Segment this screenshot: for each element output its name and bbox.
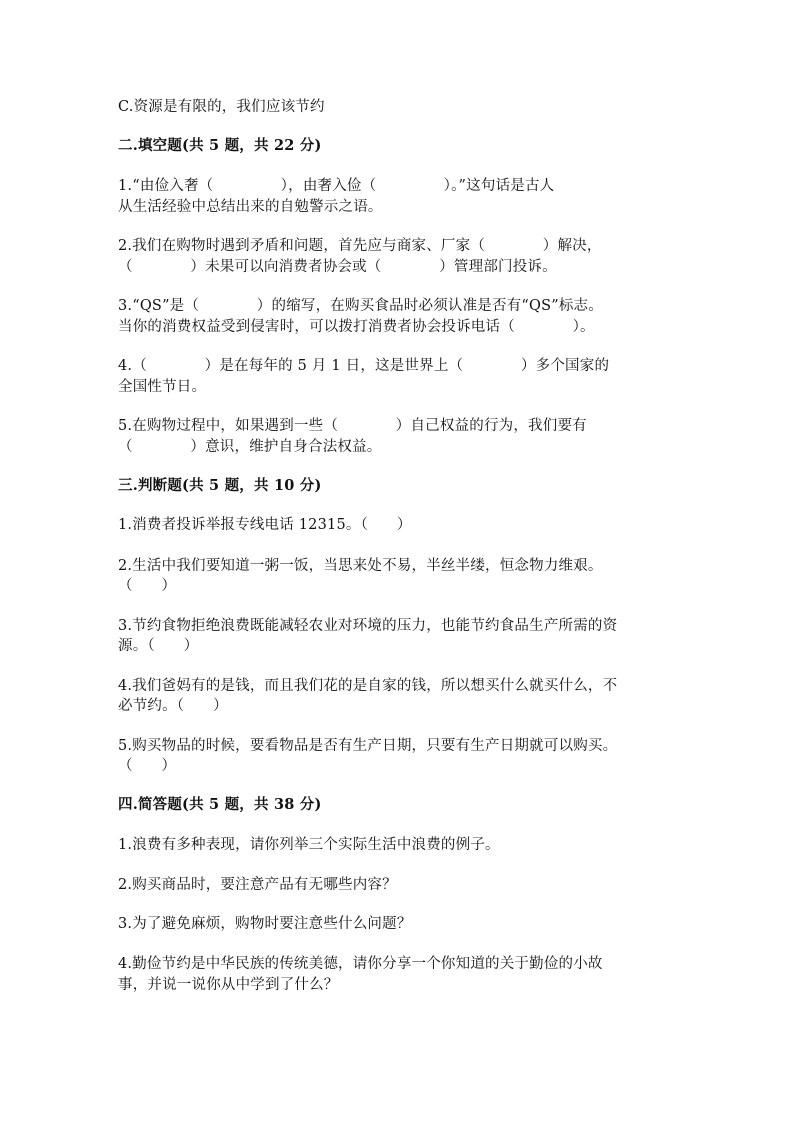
short-q2: 2.购买商品时，要注意产品有无哪些内容？ <box>118 877 397 893</box>
judge-q2-line1: 2.生活中我们要知道一粥一饭，当思来处不易，半丝半缕，恒念物力维艰。 <box>118 558 603 574</box>
section-fill-in-heading: 二.填空题(共 5 题，共 22 分) <box>118 137 322 154</box>
fill-q1-line1: 1.“由俭入奢（ ），由奢入俭（ ）。”这句话是古人 <box>118 178 555 194</box>
fill-q4-line1: 4.（ ）是在每年的 5 月 1 日，这是世界上（ ）多个国家的 <box>118 358 610 374</box>
fill-q2-line2: （ ）未果可以向消费者协会或（ ）管理部门投诉。 <box>118 259 557 275</box>
judge-q2-line2: （ ） <box>118 578 177 594</box>
fill-q4-line2: 全国性节日。 <box>118 379 207 395</box>
fill-q5-line1: 5.在购物过程中，如果遇到一些（ ）自己权益的行为，我们要有 <box>118 418 587 434</box>
short-q3: 3.为了避免麻烦，购物时要注意些什么问题？ <box>118 916 412 932</box>
judge-q4-line1: 4.我们爸妈有的是钱，而且我们花的是自家的钱，所以想买什么就买什么，不 <box>118 678 618 694</box>
judge-q4-line2: 必节约。（ ） <box>118 698 228 714</box>
judge-q3-line2: 源。（ ） <box>118 638 199 654</box>
fill-q3-line1: 3.“QS”是（ ）的缩写，在购买食品时必须认准是否有“QS”标志。 <box>118 298 603 314</box>
fill-q1-line2: 从生活经验中总结出来的自勉警示之语。 <box>118 199 383 215</box>
fill-q5-line2: （ ）意识，维护自身合法权益。 <box>118 439 382 455</box>
judge-q5-line1: 5.购买物品的时候，要看物品是否有生产日期，只要有生产日期就可以购买。 <box>118 738 618 754</box>
fill-q2-line1: 2.我们在购物时遇到矛盾和问题，首先应与商家、厂家（ ）解决， <box>118 238 602 254</box>
option-c: C.资源是有限的，我们应该节约 <box>118 99 325 115</box>
short-q4-line1: 4.勤俭节约是中华民族的传统美德，请你分享一个你知道的关于勤俭的小故 <box>118 956 603 972</box>
judge-q1: 1.消费者投诉举报专线电话 12315。（ ） <box>118 517 412 533</box>
section-true-false-heading: 三.判断题(共 5 题，共 10 分) <box>118 477 322 494</box>
section-short-answer-heading: 四.简答题(共 5 题，共 38 分) <box>118 796 322 813</box>
judge-q3-line1: 3.节约食物拒绝浪费既能减轻农业对环境的压力，也能节约食品生产所需的资 <box>118 618 618 634</box>
fill-q3-line2: 当你的消费权益受到侵害时，可以拨打消费者协会投诉电话（ ）。 <box>118 319 595 335</box>
short-q1: 1.浪费有多种表现，请你列举三个实际生活中浪费的例子。 <box>118 837 500 853</box>
short-q4-line2: 事，并说一说你从中学到了什么？ <box>118 977 339 993</box>
judge-q5-line2: （ ） <box>118 758 177 774</box>
